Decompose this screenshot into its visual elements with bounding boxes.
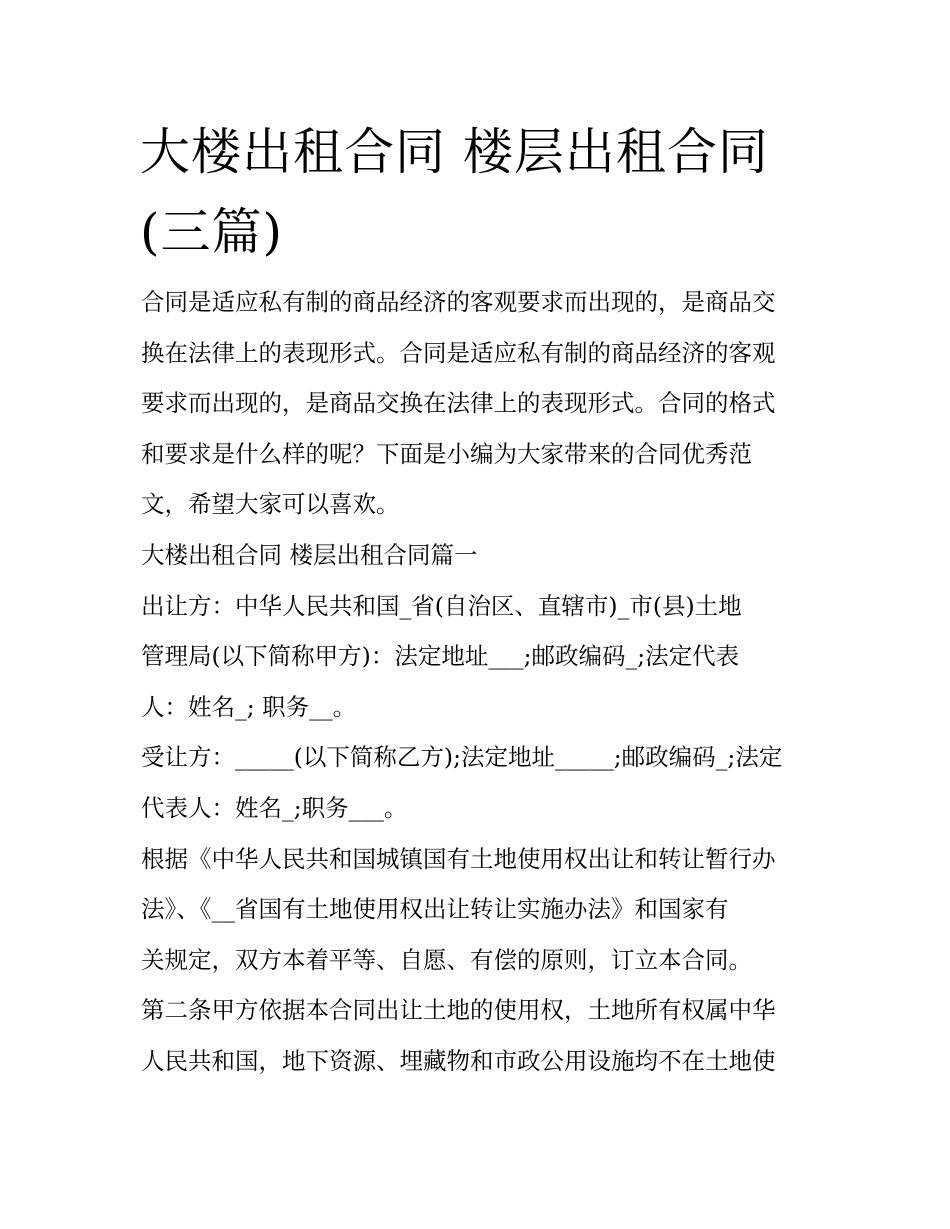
body-line: 合同是适应私有制的商品经济的客观要求而出现的，是商品交 xyxy=(141,288,776,316)
document-body xyxy=(141,277,813,1087)
body-line: 代表人：姓名_;职务___。 xyxy=(141,793,408,822)
body-line: 根据《中华人民共和国城镇国有土地使用权出让和转让暂行办 xyxy=(141,844,776,873)
body-line: 和要求是什么样的呢？下面是小编为大家带来的合同优秀范 xyxy=(141,439,752,468)
body-line: 管理局(以下简称甲方)：法定地址___;邮政编码_;法定代表 xyxy=(141,642,740,671)
document-title xyxy=(140,112,820,272)
title-line: 大楼出租合同 楼层出租合同 xyxy=(140,123,769,181)
body-line: 法》、《__省国有土地使用权出让转让实施办法》和国家有 xyxy=(141,895,729,924)
body-line: 要求而出现的，是商品交换在法律上的表现形式。合同的格式 xyxy=(141,389,776,418)
section-heading: 大楼出租合同 楼层出租合同篇一 xyxy=(141,540,478,569)
body-line: 关规定，双方本着平等、自愿、有偿的原则，订立本合同。 xyxy=(141,945,752,974)
title-line: (三篇) xyxy=(140,203,284,261)
body-line: 第二条甲方依据本合同出让土地的使用权，土地所有权属中华 xyxy=(141,996,776,1025)
body-line: 出让方：中华人民共和国_省(自治区、直辖市)_市(县)土地 xyxy=(141,591,742,620)
body-line: 受让方：_____(以下简称乙方);法定地址_____;邮政编码_;法定 xyxy=(141,743,783,772)
body-line: 换在法律上的表现形式。合同是适应私有制的商品经济的客观 xyxy=(141,338,776,367)
body-line: 人：姓名_; 职务__。 xyxy=(141,692,357,721)
body-line: 人民共和国，地下资源、埋藏物和市政公用设施均不在土地使 xyxy=(141,1046,776,1075)
body-line: 文，希望大家可以喜欢。 xyxy=(141,490,400,519)
